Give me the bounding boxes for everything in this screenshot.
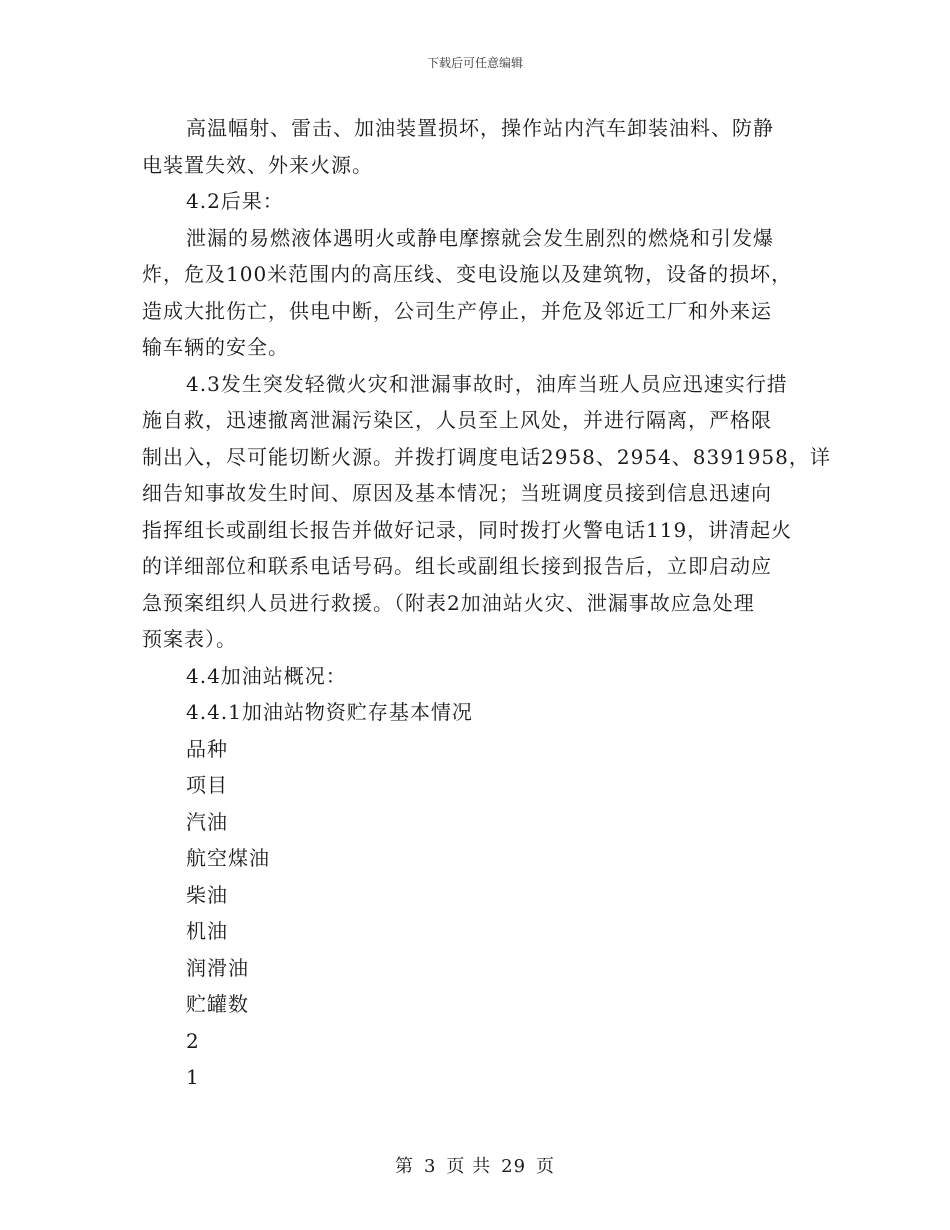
text-line: 4.4加油站概况： (186, 663, 347, 688)
page-footer (0, 1152, 950, 1178)
text-line: 1 (186, 1065, 200, 1089)
text-line: 4.2后果： (186, 189, 284, 213)
text-line: 柴油 (186, 882, 228, 907)
text-line: 电装置失效、外来火源。 (142, 152, 373, 177)
text-line: 的详细部位和联系电话号码。组长或副组长接到报告后，立即启动应 (142, 554, 772, 578)
text-line: 细告知事故发生时间、原因及基本情况；当班调度员接到信息迅速向 (142, 481, 772, 505)
footer-page-number: 3 (423, 1156, 437, 1177)
text-line: 炸，危及100米范围内的高压线、变电设施以及建筑物，设备的损坏， (142, 262, 793, 286)
text-line: 4.4.1加油站物资贮存基本情况 (186, 700, 473, 724)
text-line: 汽油 (186, 809, 228, 834)
text-line: 机油 (186, 919, 228, 943)
footer-total-pages: 29 (501, 1156, 527, 1177)
text-line: 泄漏的易燃液体遇明火或静电摩擦就会发生剧烈的燃烧和引发爆 (186, 225, 774, 250)
text-line: 制出入，尽可能切断火源。并拨打调度电话2958、2954、8391958，详 (142, 444, 831, 469)
text-line: 输车辆的安全。 (142, 335, 289, 359)
text-line: 2 (186, 1028, 200, 1053)
text-line: 急预案组织人员进行救援。（附表2加油站火灾、泄漏事故应急处理 (142, 590, 755, 615)
document-body (142, 110, 831, 1096)
footer-middle: 页 共 (446, 1156, 492, 1177)
text-line: 4.3发生突发轻微火灾和泄漏事故时，油库当班人员应迅速实行措 (186, 371, 788, 396)
text-line: 造成大批伤亡，供电中断，公司生产停止，并危及邻近工厂和外来运 (142, 298, 772, 323)
text-line: 指挥组长或副组长报告并做好记录，同时拨打火警电话119，讲清起火 (142, 517, 793, 542)
text-line: 贮罐数 (186, 992, 249, 1016)
text-line: 高温幅射、雷击、加油装置损坏，操作站内汽车卸装油料、防静 (186, 116, 774, 140)
footer-suffix: 页 (536, 1156, 556, 1177)
text-line: 航空煤油 (186, 846, 270, 870)
text-line: 润滑油 (186, 955, 249, 980)
page-header-note: 下载后可任意编辑 (426, 56, 523, 70)
text-line: 项目 (186, 773, 228, 797)
text-line: 施自救，迅速撤离泄漏污染区，人员至上风处，并进行隔离，严格限 (142, 408, 772, 432)
text-line: 预案表）。 (142, 627, 237, 651)
footer-prefix: 第 (394, 1156, 414, 1177)
text-line: 品种 (186, 736, 228, 761)
